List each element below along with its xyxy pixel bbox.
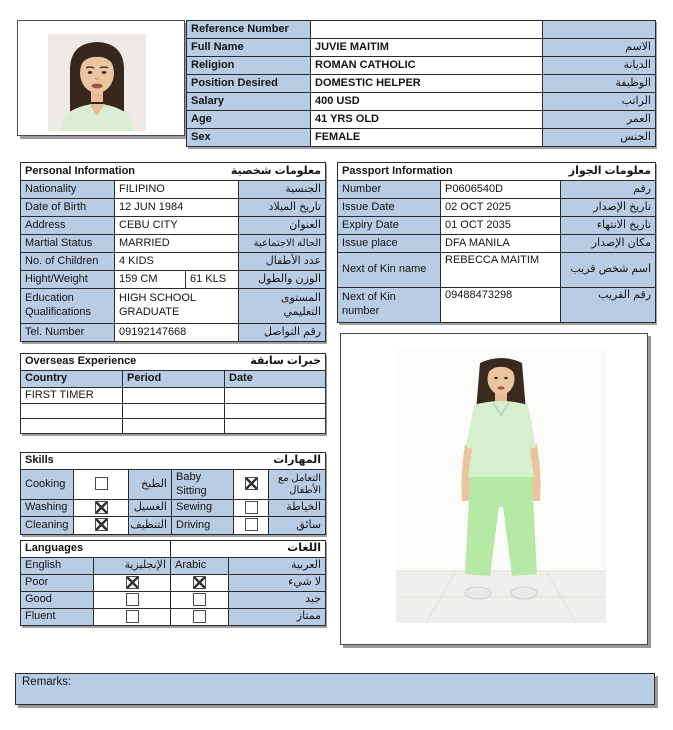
field-label-issue-place: Issue place <box>338 235 441 253</box>
language-level-fluent: Fluent <box>21 608 94 625</box>
passport-section-title: Passport Information <box>342 164 453 177</box>
field-value-kin-number: 09488473298 <box>441 288 561 323</box>
overseas-period-1 <box>123 404 225 419</box>
skill-label-ar-cleaning: التنظيف <box>129 517 172 534</box>
field-label-education: Education Qualifications <box>21 289 115 324</box>
sewing-checkbox <box>245 501 258 514</box>
overseas-country-2 <box>21 419 123 434</box>
baby-sitting-checkbox <box>245 477 258 490</box>
remarks-bar <box>15 673 655 705</box>
skills-section-title-ar: المهارات <box>273 454 322 466</box>
field-value-issue-date: 02 OCT 2025 <box>441 199 561 217</box>
field-label-full-name: Full Name <box>187 39 311 57</box>
field-label-sex: Sex <box>187 129 311 147</box>
cooking-checkbox <box>95 477 108 490</box>
skill-label-ar-baby-sitting: التعامل مع الأطفال <box>269 469 326 500</box>
overseas-date-0 <box>225 387 326 404</box>
column-header-english: English <box>21 557 94 574</box>
field-value-education: HIGH SCHOOL GRADUATE <box>115 289 239 324</box>
field-value-issue-place: DFA MANILA <box>441 235 561 253</box>
field-label-ar-reference-number <box>543 21 656 39</box>
passport-information-table <box>337 162 655 323</box>
field-value-nationality: FILIPINO <box>115 181 239 199</box>
field-value-address: CEBU CITY <box>115 217 239 235</box>
overseas-period-0 <box>123 387 225 404</box>
skill-label-ar-sewing: الخياطة <box>269 500 326 517</box>
column-header-period: Period <box>123 370 225 387</box>
field-label-marital-status: Martial Status <box>21 235 115 253</box>
fullbody-photo <box>396 349 606 623</box>
column-header-english-ar: الإنجليزية <box>94 557 171 574</box>
field-label-ar-marital-status: الحالة الاجتماعية <box>239 235 326 253</box>
field-label-ar-age: العمر <box>543 111 656 129</box>
field-label-ar-position-desired: الوظيفة <box>543 75 656 93</box>
field-label-ar-full-name: الاسم <box>543 39 656 57</box>
english-fluent-checkbox <box>126 610 139 623</box>
field-label-position-desired: Position Desired <box>187 75 311 93</box>
overseas-date-1 <box>225 404 326 419</box>
field-label-issue-date: Issue Date <box>338 199 441 217</box>
personal-section-title: Personal Information <box>25 164 136 177</box>
field-value-kin-name: REBECCA MAITIM <box>441 253 561 288</box>
languages-table <box>20 540 325 626</box>
languages-section-title: Languages <box>21 541 171 558</box>
applicant-summary-table <box>186 20 655 147</box>
field-label-reference-number: Reference Number <box>187 21 311 39</box>
overseas-country-1 <box>21 404 123 419</box>
skill-label-cleaning: Cleaning <box>21 517 74 534</box>
field-label-ar-height-weight: الوزن والطول <box>239 271 326 289</box>
personal-information-table <box>20 162 325 342</box>
field-label-ar-date-of-birth: تاريخ الميلاد <box>239 199 326 217</box>
field-value-marital-status: MARRIED <box>115 235 239 253</box>
skills-table <box>20 452 325 535</box>
field-label-ar-salary: الراتب <box>543 93 656 111</box>
overseas-section-title: Overseas Experience <box>25 355 137 367</box>
overseas-date-2 <box>225 419 326 434</box>
washing-checkbox <box>95 501 108 514</box>
field-label-nationality: Nationality <box>21 181 115 199</box>
field-value-date-of-birth: 12 JUN 1984 <box>115 199 239 217</box>
field-label-tel-number: Tel. Number <box>21 324 115 342</box>
overseas-section-title-ar: خبرات سابقة <box>250 355 322 367</box>
skill-label-ar-driving: سائق <box>269 517 326 534</box>
field-value-position-desired: DOMESTIC HELPER <box>311 75 543 93</box>
field-label-religion: Religion <box>187 57 311 75</box>
fullbody-photo-frame <box>340 333 648 645</box>
field-label-ar-education: المستوى التعليمي <box>239 289 326 324</box>
field-label-ar-address: العنوان <box>239 217 326 235</box>
skill-label-cooking: Cooking <box>21 469 74 500</box>
personal-section-title-ar: معلومات شخصية <box>230 164 322 177</box>
overseas-period-2 <box>123 419 225 434</box>
arabic-poor-checkbox <box>193 576 206 589</box>
field-label-ar-issue-date: تاريخ الإصدار <box>561 199 656 217</box>
field-label-ar-religion: الديانة <box>543 57 656 75</box>
headshot-photo <box>48 34 146 131</box>
field-value-religion: ROMAN CATHOLIC <box>311 57 543 75</box>
skill-label-washing: Washing <box>21 500 74 517</box>
skill-label-sewing: Sewing <box>172 500 234 517</box>
english-good-checkbox <box>126 593 139 606</box>
field-label-ar-kin-name: اسم شخص قريب <box>561 253 656 288</box>
column-header-arabic: Arabic <box>171 557 229 574</box>
remarks-label: Remarks: <box>22 676 72 688</box>
field-value-weight: 61 KLS <box>186 271 239 289</box>
field-value-passport-number: P0606540D <box>441 181 561 199</box>
field-label-children: No. of Children <box>21 253 115 271</box>
column-header-arabic-ar: العربية <box>229 557 326 574</box>
field-label-date-of-birth: Date of Birth <box>21 199 115 217</box>
language-level-poor: Poor <box>21 574 94 591</box>
field-value-height: 159 CM <box>115 271 186 289</box>
field-label-ar-nationality: الجنسية <box>239 181 326 199</box>
overseas-country-0: FIRST TIMER <box>21 387 123 404</box>
overseas-experience-table <box>20 353 325 434</box>
field-label-kin-number: Next of Kin number <box>338 288 441 323</box>
field-label-age: Age <box>187 111 311 129</box>
column-header-country: Country <box>21 370 123 387</box>
language-level-ar-poor: لا شيء <box>229 574 326 591</box>
field-label-ar-tel-number: رقم التواصل <box>239 324 326 342</box>
field-label-ar-expiry-date: تاريخ الانتهاء <box>561 217 656 235</box>
arabic-fluent-checkbox <box>193 610 206 623</box>
field-label-address: Address <box>21 217 115 235</box>
arabic-good-checkbox <box>193 593 206 606</box>
field-value-tel-number: 09192147668 <box>115 324 239 342</box>
skill-label-ar-washing: الغسيل <box>129 500 172 517</box>
skill-label-ar-cooking: الطبخ <box>129 469 172 500</box>
field-label-expiry-date: Expiry Date <box>338 217 441 235</box>
skill-label-baby-sitting: Baby Sitting <box>172 469 234 500</box>
language-level-ar-good: جيد <box>229 591 326 608</box>
field-value-sex: FEMALE <box>311 129 543 147</box>
field-value-salary: 400 USD <box>311 93 543 111</box>
field-label-ar-children: عدد الأطفال <box>239 253 326 271</box>
headshot-photo-frame <box>17 20 185 136</box>
field-label-salary: Salary <box>187 93 311 111</box>
field-label-height-weight: Hight/Weight <box>21 271 115 289</box>
field-value-reference-number <box>311 21 543 39</box>
language-level-ar-fluent: ممتاز <box>229 608 326 625</box>
field-label-passport-number: Number <box>338 181 441 199</box>
driving-checkbox <box>245 518 258 531</box>
field-label-ar-passport-number: رقم <box>561 181 656 199</box>
passport-section-title-ar: معلومات الجواز <box>568 164 652 177</box>
languages-section-title-ar: اللغات <box>171 541 326 558</box>
skill-label-driving: Driving <box>172 517 234 534</box>
field-value-expiry-date: 01 OCT 2035 <box>441 217 561 235</box>
field-label-ar-sex: الجنس <box>543 129 656 147</box>
field-label-kin-name: Next of Kin name <box>338 253 441 288</box>
cleaning-checkbox <box>95 518 108 531</box>
language-level-good: Good <box>21 591 94 608</box>
english-poor-checkbox <box>126 576 139 589</box>
field-value-children: 4 KIDS <box>115 253 239 271</box>
field-value-age: 41 YRS OLD <box>311 111 543 129</box>
field-label-ar-kin-number: رقم القريب <box>561 288 656 323</box>
skills-section-title: Skills <box>25 454 54 466</box>
field-label-ar-issue-place: مكان الإصدار <box>561 235 656 253</box>
column-header-date: Date <box>225 370 326 387</box>
field-value-full-name: JUVIE MAITIM <box>311 39 543 57</box>
